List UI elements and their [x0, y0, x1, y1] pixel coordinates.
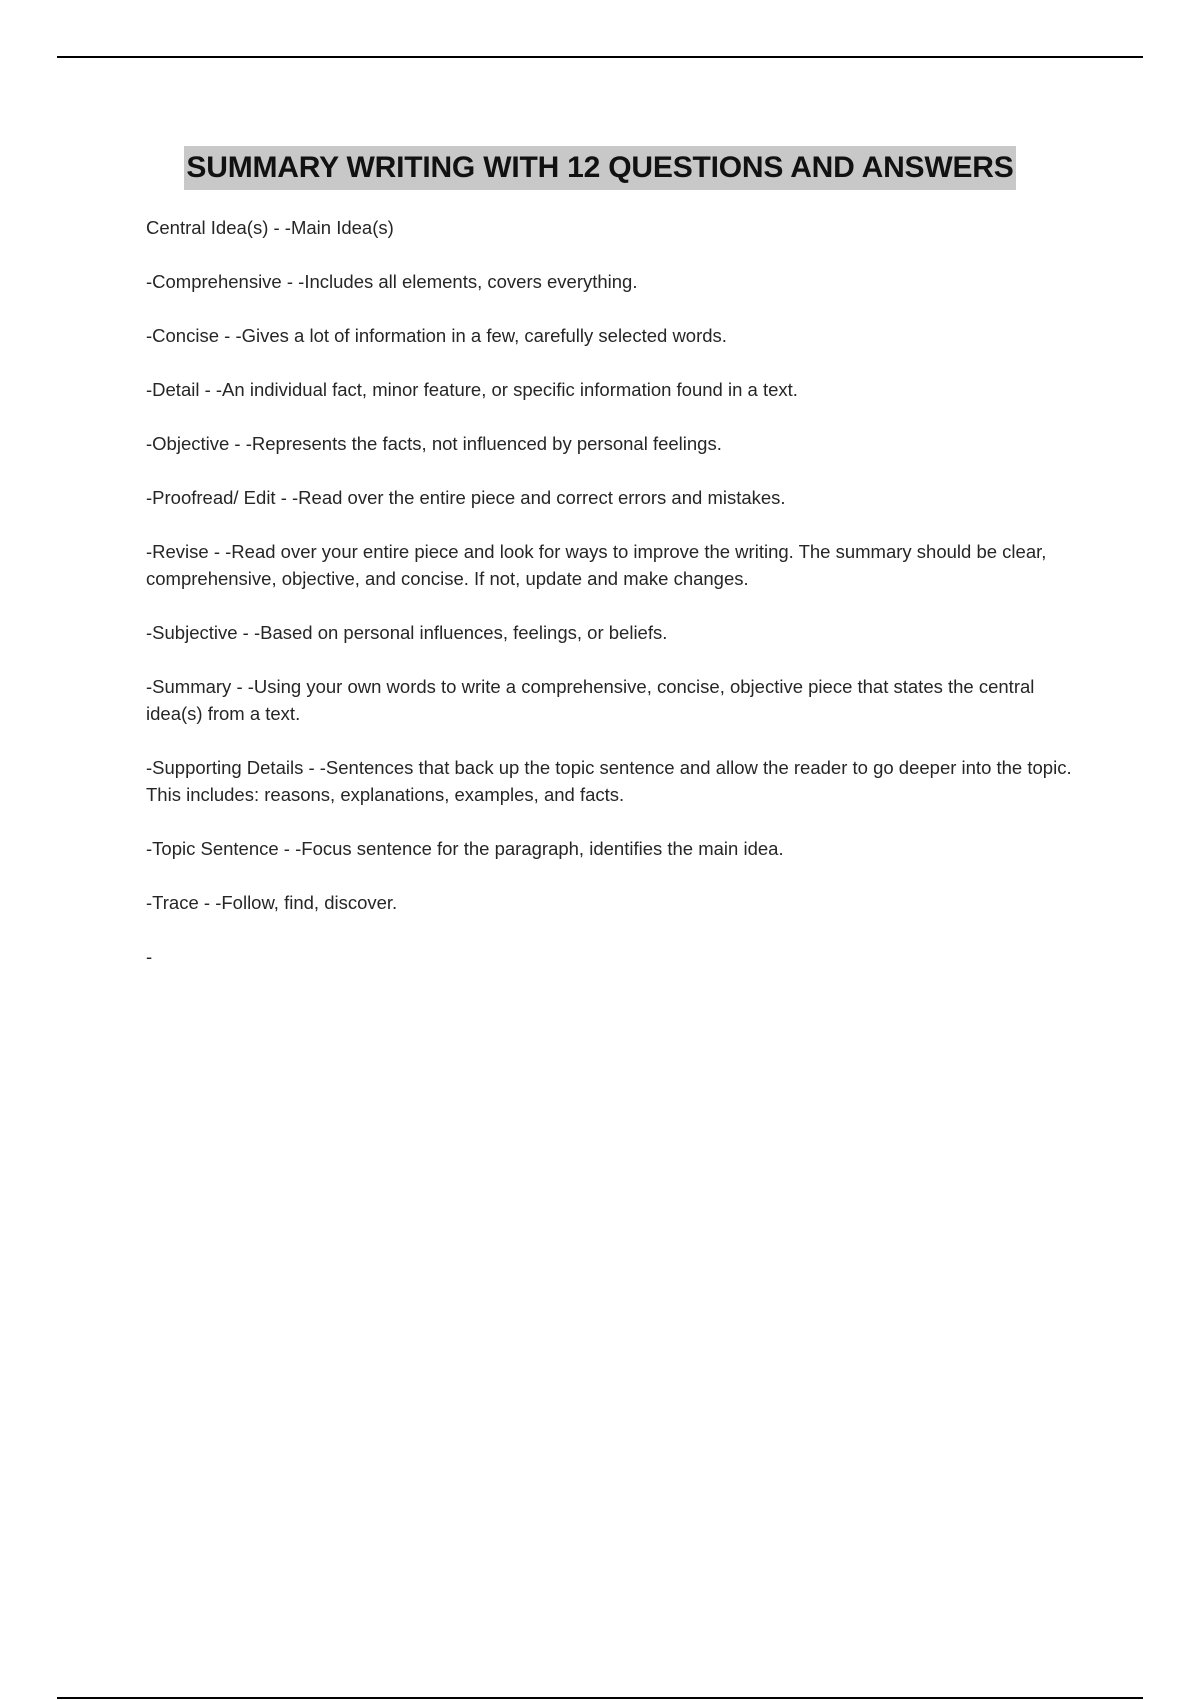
entry-objective: -Objective - -Represents the facts, not influenced by personal feelings. [146, 433, 722, 454]
entry-proofread-edit: -Proofread/ Edit - -Read over the entire piece and correct errors and mistakes. [146, 487, 786, 508]
entry-list [146, 214, 1086, 997]
entry-subjective: -Subjective - -Based on personal influences, feelings, or beliefs. [146, 622, 668, 643]
entry-topic-sentence: -Topic Sentence - -Focus sentence for the paragraph, identifies the main idea. [146, 838, 784, 859]
entry-detail: -Detail - -An individual fact, minor feature, or specific information found in a text. [146, 379, 798, 400]
entry-central-idea: Central Idea(s) - -Main Idea(s) [146, 217, 394, 238]
bottom-divider [57, 1697, 1143, 1699]
top-divider [57, 56, 1143, 58]
title-container [0, 146, 1200, 190]
document-title: SUMMARY WRITING WITH 12 QUESTIONS AND ANSWERS [184, 146, 1015, 190]
entry-trace: -Trace - -Follow, find, discover. [146, 892, 398, 913]
entry-concise: -Concise - -Gives a lot of information in a few, carefully selected words. [146, 325, 727, 346]
entry-trailing-dash: - [146, 946, 153, 967]
entry-revise: -Revise - -Read over your entire piece and look for ways to improve the writing. The summary should be clear, comprehensive, objective, and concise. If not, update and make changes. [146, 541, 1047, 589]
entry-supporting-details: -Supporting Details - -Sentences that back up the topic sentence and allow the reader to go deeper into the topic. This includes: reasons, explanations, examples, and facts. [146, 757, 1072, 805]
entry-summary: -Summary - -Using your own words to write a comprehensive, concise, objective piece that states the central idea(s) from a text. [146, 676, 1035, 724]
entry-comprehensive: -Comprehensive - -Includes all elements, covers everything. [146, 271, 638, 292]
